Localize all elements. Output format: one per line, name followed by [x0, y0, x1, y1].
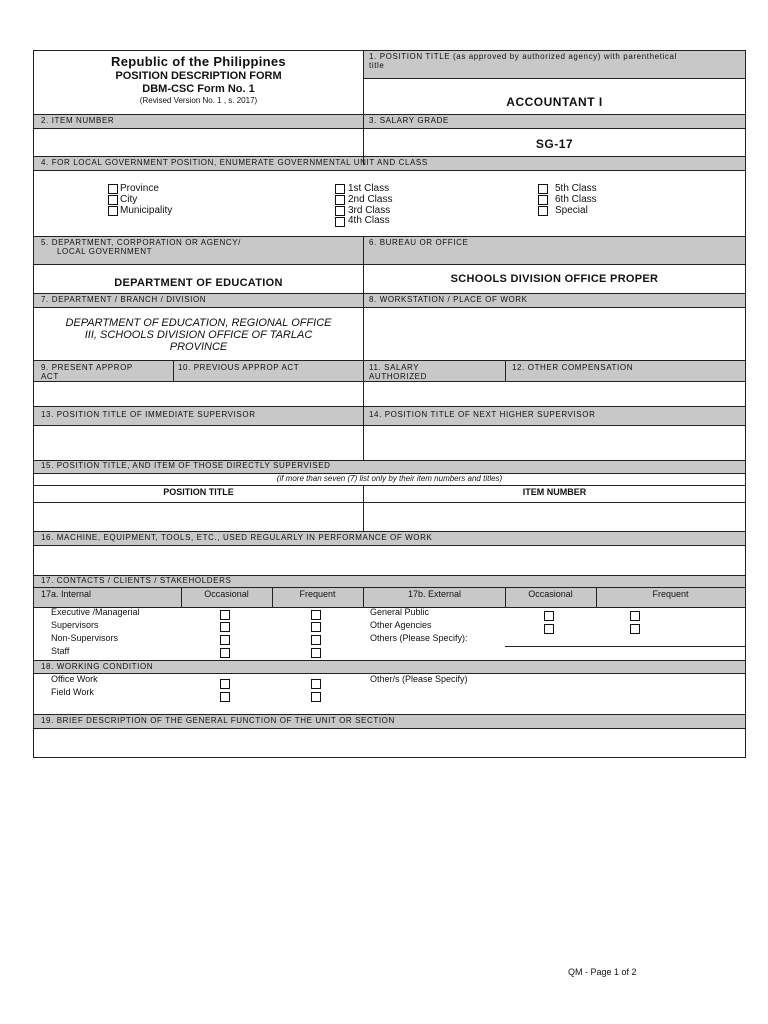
class-2nd-checkbox[interactable] — [335, 195, 345, 205]
condition-others-specify: Other/s (Please Specify) — [370, 674, 468, 684]
form-revision: (Revised Version No. 1 , s. 2017) — [139, 96, 258, 105]
general-public-frequent-checkbox[interactable] — [630, 611, 640, 621]
internal-occasional-header: Occasional — [204, 589, 249, 599]
salary-grade-label: 3. SALARY GRADE — [369, 116, 449, 125]
republic-heading: Republic of the Philippines — [111, 54, 286, 69]
executive-frequent-checkbox[interactable] — [311, 610, 321, 620]
municipality-checkbox[interactable] — [108, 206, 118, 216]
class-special-checkbox[interactable] — [538, 206, 548, 216]
province-checkbox[interactable] — [108, 184, 118, 194]
municipality-option: Municipality — [120, 205, 173, 216]
salary-authorized-label-cont: AUTHORIZED — [369, 372, 427, 381]
contacts-label: 17. CONTACTS / CLIENTS / STAKEHOLDERS — [41, 576, 232, 585]
external-contacts-header: 17b. External — [407, 589, 462, 599]
class-2nd-option: 2nd Class — [348, 194, 393, 205]
field-work-frequent-checkbox[interactable] — [311, 692, 321, 702]
class-special-option: Special — [555, 205, 588, 216]
salary-authorized-label: 11. SALARY — [369, 363, 420, 372]
item-number-label: 2. ITEM NUMBER — [41, 116, 115, 125]
lgu-class-label: 4. FOR LOCAL GOVERNMENT POSITION, ENUMERATE GOVERNMENTAL UNIT AND CLASS — [41, 158, 428, 167]
office-work-occasional-checkbox[interactable] — [220, 679, 230, 689]
condition-field-work: Field Work — [51, 687, 94, 697]
previous-approp-label: 10. PREVIOUS APPROP ACT — [178, 363, 300, 372]
staff-frequent-checkbox[interactable] — [311, 648, 321, 658]
internal-contacts-header: 17a. Internal — [41, 589, 92, 599]
contact-supervisors: Supervisors — [51, 620, 99, 630]
other-agencies-occasional-checkbox[interactable] — [544, 624, 554, 634]
bureau-label: 6. BUREAU OR OFFICE — [369, 238, 469, 247]
condition-office-work: Office Work — [51, 674, 98, 684]
salary-grade-value[interactable]: SG-17 — [535, 137, 574, 151]
division-value-line2[interactable]: III, SCHOOLS DIVISION OFFICE OF TARLAC — [84, 329, 313, 341]
working-condition-label: 18. WORKING CONDITION — [41, 662, 154, 671]
equipment-label: 16. MACHINE, EQUIPMENT, TOOLS, ETC., USED REGULARLY IN PERFORMANCE OF WORK — [41, 533, 433, 542]
position-title-column-header: POSITION TITLE — [163, 487, 234, 497]
class-1st-option: 1st Class — [348, 183, 390, 194]
contact-other-agencies: Other Agencies — [370, 620, 432, 630]
class-1st-checkbox[interactable] — [335, 184, 345, 194]
workstation-label: 8. WORKSTATION / PLACE OF WORK — [369, 295, 528, 304]
class-4th-option: 4th Class — [348, 215, 390, 226]
class-6th-option: 6th Class — [555, 194, 597, 205]
next-supervisor-label: 14. POSITION TITLE OF NEXT HIGHER SUPERVISOR — [369, 410, 596, 419]
other-agencies-frequent-checkbox[interactable] — [630, 624, 640, 634]
form-title: POSITION DESCRIPTION FORM — [115, 70, 282, 82]
contact-non-supervisors: Non-Supervisors — [51, 633, 119, 643]
class-5th-option: 5th Class — [555, 183, 597, 194]
directly-supervised-label: 15. POSITION TITLE, AND ITEM OF THOSE DIRECTLY SUPERVISED — [41, 461, 331, 470]
field-work-occasional-checkbox[interactable] — [220, 692, 230, 702]
class-3rd-checkbox[interactable] — [335, 206, 345, 216]
class-6th-checkbox[interactable] — [538, 195, 548, 205]
division-label: 7. DEPARTMENT / BRANCH / DIVISION — [41, 295, 207, 304]
staff-occasional-checkbox[interactable] — [220, 648, 230, 658]
supervisors-occasional-checkbox[interactable] — [220, 622, 230, 632]
bureau-value[interactable]: SCHOOLS DIVISION OFFICE PROPER — [450, 273, 659, 285]
city-option: City — [120, 194, 138, 205]
position-title-label-cont: title — [369, 61, 385, 70]
directly-supervised-note: (if more than seven (7) list only by their item numbers and titles) — [276, 474, 503, 483]
contact-staff: Staff — [51, 646, 70, 656]
present-approp-label: 9. PRESENT APPROP — [41, 363, 133, 372]
internal-frequent-header: Frequent — [299, 589, 336, 599]
external-frequent-header: Frequent — [652, 589, 689, 599]
division-value-line1[interactable]: DEPARTMENT OF EDUCATION, REGIONAL OFFICE — [65, 317, 332, 329]
position-title-label: 1. POSITION TITLE (as approved by authorized agency) with parenthetical — [369, 52, 677, 61]
present-approp-label-cont: ACT — [41, 372, 59, 381]
contact-general-public: General Public — [370, 607, 430, 617]
class-5th-checkbox[interactable] — [538, 184, 548, 194]
class-4th-checkbox[interactable] — [335, 217, 345, 227]
division-value-line3[interactable]: PROVINCE — [169, 341, 228, 353]
page-number: QM - Page 1 of 2 — [568, 967, 637, 977]
supervisors-frequent-checkbox[interactable] — [311, 622, 321, 632]
other-compensation-label: 12. OTHER COMPENSATION — [512, 363, 634, 372]
item-number-column-header: ITEM NUMBER — [522, 487, 587, 497]
executive-occasional-checkbox[interactable] — [220, 610, 230, 620]
general-public-occasional-checkbox[interactable] — [544, 611, 554, 621]
office-work-frequent-checkbox[interactable] — [311, 679, 321, 689]
form-number: DBM-CSC Form No. 1 — [142, 83, 255, 95]
position-title-value[interactable]: ACCOUNTANT I — [506, 95, 603, 109]
city-checkbox[interactable] — [108, 195, 118, 205]
province-option: Province — [120, 183, 159, 194]
class-3rd-option: 3rd Class — [348, 205, 391, 216]
external-occasional-header: Occasional — [528, 589, 573, 599]
department-value[interactable]: DEPARTMENT OF EDUCATION — [114, 277, 283, 289]
department-label-cont: LOCAL GOVERNMENT — [57, 247, 153, 256]
contact-others-specify: Others (Please Specify): — [370, 633, 468, 643]
department-label: 5. DEPARTMENT, CORPORATION OR AGENCY/ — [41, 238, 242, 247]
contact-executive: Executive /Managerial — [51, 607, 140, 617]
general-function-label: 19. BRIEF DESCRIPTION OF THE GENERAL FUNCTION OF THE UNIT OR SECTION — [41, 716, 395, 725]
non-supervisors-occasional-checkbox[interactable] — [220, 635, 230, 645]
non-supervisors-frequent-checkbox[interactable] — [311, 635, 321, 645]
immediate-supervisor-label: 13. POSITION TITLE OF IMMEDIATE SUPERVISOR — [41, 410, 256, 419]
